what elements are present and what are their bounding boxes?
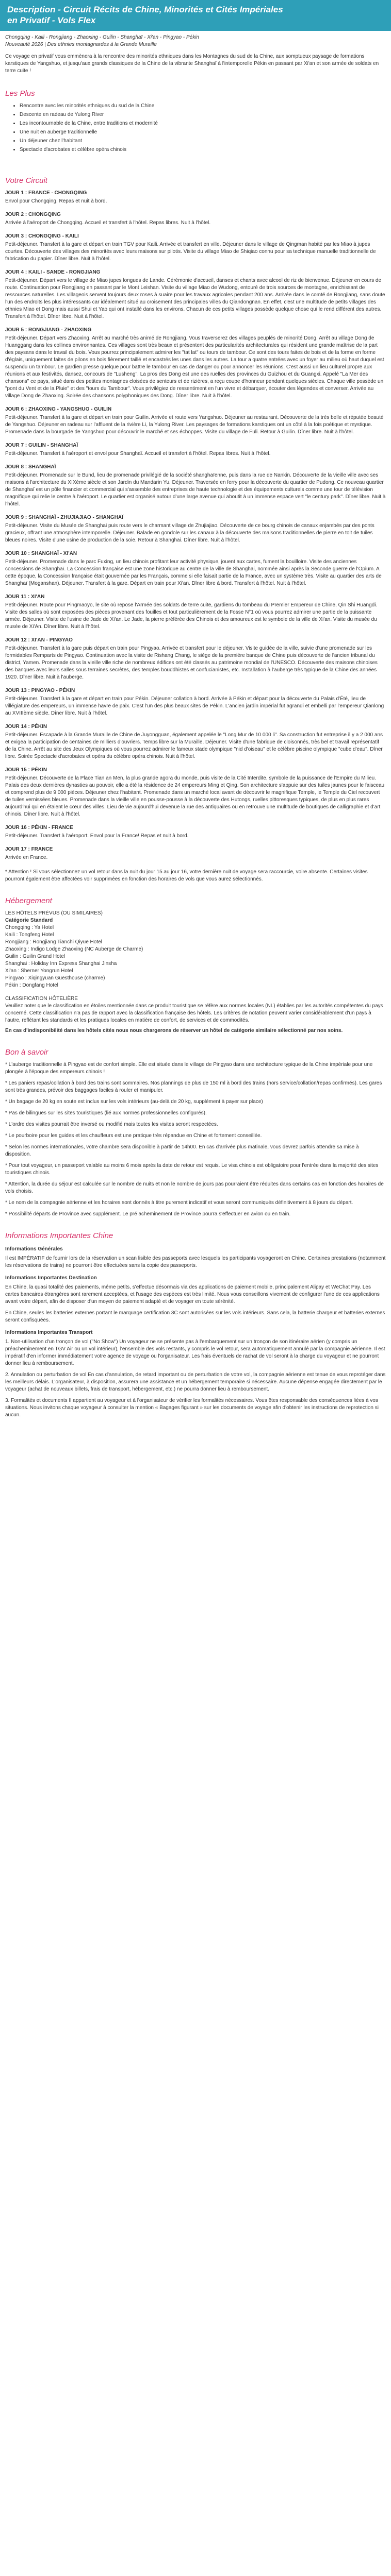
title-banner	[0, 0, 391, 31]
day-title: JOUR 15 : PÉKIN	[5, 767, 47, 773]
section-title-bon: Bon à savoir	[5, 1048, 48, 1057]
day-text: Petit-déjeuner. Route pour Pingmaoyo, le site où repose l'Armée des soldats de terre cuite, gardiens du tombeau du Premier Empereur de Chine, Qin Shi Huangdi. Visite des salles où sont exposées des pièces provenant des fouilles et tout particulièrement de la Fosse N°1 où vous pourrez admirer une partie de la puissante armée. Déjeuner. Visite de l'usine de Jade de Xi'an. Le Jade, la pierre préférée des Chinois et des amoureux est le symbole de la ville de Xi'an. Visite du musée du musée de Xi'An. Dîner libre. Nuit à l'hôtel.	[5, 602, 378, 630]
info-text: 3. Formalités et documents Il appartient au voyageur et à l'organisateur de vérifier les formalités nécessaires. Vous êtes responsable des conséquences liées à vos situations. Nous invitons chaque voyageur à consulter la mention « Bagages figurant » sur les documents de voyage afin d'obtenir les instructions de reprotection si aucun.	[5, 1398, 379, 1418]
day-title: JOUR 17 : FRANCE	[5, 846, 53, 852]
plus-item: • Descente en radeau de Yulong River	[20, 111, 386, 118]
info-head: Informations Importantes Destination	[5, 1275, 97, 1281]
day-title: JOUR 2 : CHONGQING	[5, 212, 61, 217]
day-block	[5, 442, 386, 457]
day-block	[5, 211, 386, 227]
day-title: JOUR 4 : KAILI - SANDE - RONGJIANG	[5, 269, 101, 275]
hotel-item: Zhaoxing : Indigo Lodge Zhaoxing (NC Auberge de Charme)	[5, 946, 143, 952]
day-block	[5, 723, 386, 760]
plus-item: • Spectacle d'acrobates et célèbre opéra chinois	[20, 146, 386, 154]
hotel-block	[5, 910, 386, 1035]
day-block	[5, 190, 386, 205]
day-text: Petit-déjeuner. Transfert à la gare puis départ en train pour Pingyao. Arrivée et transfert pour le déjeuner. Visite guidée de la ville, suivie d'une promenade sur les formidables Remparts de Pingyao. Continuation avec la visite de Rishang Chang, le siège de la première banque de Chine puis découverte de l'ancien tribunal du district, Yamen. Promenade dans la vieille ville riche de nombreux édifices ont été classés au patrimoine mondial de l'UNESCO. Découverte des maisons chinoises des banques avec leurs salles sous terraines secrètes, des temples bouddhistes et confucianistes, etc. Installation à l'auberge très typique de la Chine des années 1920. Dîner libre. Nuit à l'auberge.	[5, 646, 378, 680]
bon-item: * Possibilité départs de Province avec supplément. Le pré acheminement de Province pourra s'effectuer en avion ou en train.	[5, 1211, 291, 1217]
day-block	[5, 687, 386, 717]
hotels-head: LES HÔTELS PRÉVUS (OU SIMILAIRES)	[5, 910, 103, 916]
bon-item: * Pour tout voyageur, un passeport valable au moins 6 mois après la date de retour est requis. Le visa chinois est obligatoire pour l'entrée dans la majorité des sites touristiques chinois.	[5, 1163, 379, 1176]
route-line: Chongqing - Kaili - Rongjiang - Zhaoxing - Guilin - Shanghaï - Xi'an - Pingyao - Pékin	[5, 35, 199, 40]
section-title-infos: Informations Importantes Chine	[5, 1231, 113, 1240]
hotel-item: Pingyao : Xiqingyuan Guesthouse (charme)	[5, 975, 105, 981]
day-text: Petit-déjeuner. Découverte de la Place Tian an Men, la plus grande agora du monde, puis visite de la Cité Interdite, symbole de la puissance de l'Empire du Milieu. Palais des deux dernières dynasties au pouvoir, elle a été la résidence de 24 empereurs Ming et Qing. Son architecture s'appuie sur des tuiles jaunes pour le faisceau et comprend plus de 9 000 pièces. Déjeuner chez l'habitant. Promenade dans un marché local avant de découvrir le magnifique Temple, le Temple du Ciel recouvert de tuiles vernissées bleues. Promenade dans la vieille ville en pousse-pousse à la découverte des Hutongs, ruelles pittoresques typiques, de plus en plus rares aujourd'hui qui en étaient le cœur des villes. Lieu de vie aujourd'hui devenue la rue des antiquaires ou en retrouve une multitude de boutiques de calligraphie et d'art chinois. Dîner libre. Nuit à l'hôtel.	[5, 775, 385, 817]
info-text: 2. Annulation ou perturbation de vol En cas d'annulation, de retard important ou de perturbation de votre vol, la compagnie aérienne est tenue de vous reprotéger dans les meilleurs délais. L'organisateur, à disposition, assurera une assistance et un hébergement temporaire si nécessaire. Aucune dépense engagée directement par le voyageur (achat de nouveaux billets, frais de transport, hébergement, etc.) ne pourra donner lieu à remboursement.	[5, 1372, 386, 1392]
info-text: Il est IMPÉRATIF de fournir lors de la réservation un scan lisible des passeports avec lesquels les participants voyageront en Chine. Certaines prestations (notamment les réservations de trains) ne pourront être effectuées sans la copie des passeports.	[5, 1256, 386, 1268]
tag-line: Nouveauté 2026 | Des ethnies montagnardes à la Grande Muraille	[5, 42, 157, 47]
hotel-item: Pékin : Dongfang Hotel	[5, 982, 58, 988]
day-text: Arrivée en France.	[5, 855, 48, 860]
hotel-list	[5, 924, 386, 989]
classification-text: Veuillez noter que le classification en étoiles mentionnée dans ce produit touristique se réfère aux normes locales (NL) établies par les autorités compétentes du pays concerné. Cette classification n'a pas de rapport avec la classification française des hôtels. Les critères de notation peuvent varier considérablement d'un pays à l'autre, reflétant les standards et les pratiques locales en matière de confort, de services et de commodités.	[5, 1003, 383, 1023]
day-text: Petit-déjeuner. Transfert à la gare et départ en train pour Guilin. Arrivée et route vers Yangshuo. Déjeuner au restaurant. Découverte de la très belle et réputée beauté de Yangshuo. Déjeuner en radeau sur l'affluent de la rivière Li, la Yulong River. Les paysages de formations karstiques ont un côté à la fois poétique et mystique. Promenade dans la bourgade de Yangshuo pour découvrir le marché et ses échoppes. Visite du village de Fuli. Retour à Guilin. Dîner libre. Nuit à l'hôtel.	[5, 415, 384, 435]
classification-head: CLASSIFICATION HÔTELIÈRE	[5, 996, 78, 1002]
hotel-item: Kaili : Tongfeng Hotel	[5, 932, 54, 938]
page-title-line-1: Description - Circuit Récits de Chine, Minorités et Cités Impériales	[7, 5, 283, 14]
itinerary	[5, 190, 386, 861]
day-title: JOUR 5 : RONGJIANG - ZHAOXING	[5, 327, 92, 333]
day-title: JOUR 1 : FRANCE - CHONGQING	[5, 190, 87, 196]
day-text: Petit-déjeuner. Transfert à l'aéroport. Envol pour la France! Repas et nuit à bord.	[5, 833, 189, 839]
hotel-item: Chongqing : Ya Hotel	[5, 925, 54, 930]
bon-list	[5, 1061, 386, 1218]
day-title: JOUR 12 : XI'AN - PINGYAO	[5, 637, 73, 643]
classification-warning: En cas d'indisponibilité dans les hôtels cités nous nous chargerons de réserver un hôtel de catégorie similaire sélectionné par nos soins.	[5, 1028, 343, 1033]
day-block	[5, 269, 386, 320]
day-text: Petit-déjeuner. Transfert à la gare et départ en train TGV pour Kaili. Arrivée et transfert en ville. Déjeuner dans le village de Qingman habité par les Miao à jupes courtes. Découverte des villages des minorités avec leurs maisons sur pilotis. Visite du village Miao de Shiqiao connu pour sa technique manuelle traditionnelle de fabrication du papier. Dîner libre. Nuit à l'hôtel.	[5, 242, 376, 262]
day-title: JOUR 14 : PÉKIN	[5, 724, 47, 730]
day-title: JOUR 6 : ZHAOXING - YANGSHUO - GUILIN	[5, 406, 112, 412]
day-text: Petit-déjeuner. Promenade sur le Bund, lieu de promenade privilégié de la société shanghaïenne, puis dans la rue de Nankin. Découverte de la vieille ville avec ses maisons à l'architecture du XIXème siècle et son Jardin du Mandarin Yu. Déjeuner. Traversée en ferry pour la découverte du quartier de Pudong. Ce nouveau quartier de Shanghaï est un pôle financier et commercial qui s'assemble des entreprises de haute technologie et des équipements culturels comme une tour de télévision magnifique qui relie le centre à l'aéroport. Le quartier est organisé autour d'une large avenue qui aboutit à un immense espace vert "le century park". Dîner libre. Nuit à l'hôtel.	[5, 472, 386, 507]
itinerary-note: * Attention ! Si vous sélectionnez un vol retour dans la nuit du jour 15 au jour 16, votre dernière nuit de voyage sera raccourcie, voire absente. Certaines visites pourront également être affectées voir supprimées en fonction des horaires de vols que vous aurez sélectionnés.	[5, 869, 368, 882]
info-text: En Chine, la quasi totalité des paiements, même petits, s'effectue désormais via des applications de paiement mobile, principalement Alipay et WeChat Pay. Les cartes bancaires étrangères sont rarement acceptées, et l'usage des espèces est très limité. Nous vous conseillons vivement de configurer l'une de ces applications avant votre départ, afin de disposer d'un moyen de paiement adapté et de voyager en toute sérénité.	[5, 1284, 380, 1304]
day-block	[5, 514, 386, 544]
day-block	[5, 327, 386, 400]
plus-item: • Les incontournable de la Chine, entre traditions et modernité	[20, 120, 386, 127]
bon-item: * Le pourboire pour les guides et les chauffeurs est une pratique très répandue en Chine et fortement conseillée.	[5, 1133, 262, 1139]
plus-list	[5, 103, 386, 154]
bon-item: * Les paniers repas/collation à bord des trains sont sommaires. Nos plannings de plus de 150 ml à bord des trains (hors service/collation/repas confirmés). Les gares sont très grandes, prévoir des baggages faciles à rouler et manipuler.	[5, 1080, 382, 1093]
bon-item: * Le nom de la compagnie aérienne et les horaires sont donnés à titre purement indicatif et vous seront communiqués définitivement à 8 jours du départ.	[5, 1200, 353, 1206]
day-block	[5, 233, 386, 263]
bon-item: * Selon les normes internationales, votre chambre sera disponible à partir de 14h00. En cas d'arrivée plus matinale, vous devrez parfois attendre sa mise à disposition.	[5, 1144, 359, 1157]
day-block	[5, 594, 386, 631]
day-block	[5, 846, 386, 861]
hotel-item: Rongjiang : Rongjiang Tianchi Qiyue Hotel	[5, 939, 102, 945]
bon-item: * Attention, la durée du séjour est calculée sur le nombre de nuits et non le nombre de jours pas pourraient être réduites dans certains cas en fonction des horaires de vols choisis.	[5, 1181, 384, 1194]
hotel-item: Xi'an : Sherner Yongrun Hotel	[5, 968, 73, 974]
day-text: Petit-déjeuner. Escapade à la Grande Muraille de Chine de Juyongguan, également appelée le "Long Mur de 10 000 li". Sa construction fut entreprise il y a 2 000 ans et exigea la participation de centaines de milliers d'ouvriers. Temps libre sur la Muraille. Déjeuner. Visite d'une fabrique de cloisonnés, très bel et travail représentatif de la Chine. Arrêt au site des Jeux Olympiques où vous pourrez admirer le fameux stade olympique "nid d'oiseau" et le célèbre piscine olympique "cube d'eau". Dîner libre. Soirée Spectacle d'acrobates et opéra du célèbre opéra chinois. Nuit à l'hôtel.	[5, 732, 383, 759]
info-text: En Chine, seules les batteries externes portant le marquage certification 3C sont autorisées sur les vols intérieurs. Sans cela, la batterie chargeur et batteries externes seront confisquées.	[5, 1310, 385, 1323]
bon-item: * L'auberge traditionnelle à Pingyao est de confort simple. Elle est située dans le village de Pingyao dans une architecture typique de la Chine impériale pour une plongée à l'époque des empereurs chinois !	[5, 1062, 373, 1075]
day-text: Petit-déjeuner. Transfert à l'aéroport et envol pour Shanghaï. Accueil et transfert à l'hôtel. Repas libres. Nuit à l'hôtel.	[5, 451, 271, 456]
section-title-plus: Les Plus	[5, 89, 35, 98]
day-text: Petit-déjeuner. Transfert à la gare et départ en train pour Pékin. Déjeuner collation à bord. Arrivée à Pékin et départ pour la découverte du Palais d'Été, lieu de villégiature des empereurs, un immense havre de paix. C'est l'un des plus beaux sites de Pékin. L'ancien jardin impérial fut agrandi et embelli par l'empereur Qianlong au XVIIIème siècle. Dîner libre. Nuit à l'hôtel.	[5, 696, 384, 716]
day-title: JOUR 11 : XI'AN	[5, 594, 45, 600]
hotel-item: Shanghai : Holiday Inn Express Shanghai Jinsha	[5, 961, 117, 967]
day-block	[5, 464, 386, 508]
info-head: Informations Générales	[5, 1246, 63, 1252]
day-text: Petit-déjeuner. Visite du Musée de Shanghai puis route vers le charmant village de Zhujiajiao. Découverte de ce bourg chinois de canaux enjambés par des ponts gracieux, offrant une atmosphère intemporelle. Déjeuner. Balade en gondole sur les canaux à la découverte des maisons traditionnelles de pierre en toit de tuiles bleues noires. Visite d'une usine de production de la soie. Retour à Shanghai. Dîner libre. Nuit à l'hôtel.	[5, 523, 374, 543]
intro-text: Ce voyage en privatif vous emmènera à la rencontre des minorités ethniques dans les Montagnes du sud de la Chine, aux somptueux paysage de formations karstiques de Yangshuo, et jusqu'aux grands classiques de la Chine de la vibrante Shanghaï à l'intemporelle Pékin en passant par Xi'an et son armée de soldats en terre cuite !	[5, 54, 379, 74]
day-block	[5, 550, 386, 587]
section-title-hebergement: Hébergement	[5, 896, 52, 905]
page-title-line-2: en Privatif - Vols Flex	[7, 15, 96, 25]
day-text: Arrivée à l'aéroport de Chongqing. Accueil et transfert à l'hôtel. Repas libres. Nuit à l'hôtel.	[5, 220, 211, 226]
day-text: Petit-déjeuner. Départ vers Zhaoxing. Arrêt au marché très animé de Rongjiang. Vous traverserez des villages peuplés de minorité Dong. Arrêt au village Dong de Huanggang dans les collines environnantes. Ces villages sont très beaux et présentent des particularités architecturales qui résident une grande maîtrise de la part des paysans dans le travail du bois. Vous pourrez principalement admirer les "tat lat" ou tours de tambour. Ce sont des tours faites de bois et de la forme en forme d'églais, uniquement faites de pilons en bois fièrement taillé et encastrés les unes dans les autres. La tour a quatre entrées avec un foyer au milieu où haut duquel est suspendu un tambour. Le gardien presse quelque pour battre le tambour en cas de danger ou pour annoncer les réunions. C'est aussi un lieu culturel propre aux réunions et aux festivités, dansez, concours de "Lusheng". La pros des Dong est une des ruelles des provinces du Guizhou et du Guangxi. Appelé "La Mer des chansons" ce pays, situé dans des petites montagnes cloisées de senteurs et de rizières, a reçu coupe d'honneur pendant quelques siècles. Chaque ville possède un "pont du Vent et de la Pluie" et des "tours du Tambour". Vous privilégiez de ressentiment en l'un vivre et débarquer, écouter des légendes et converser. Arrivée au village Dong de Zhaoxing. Soirée des chansons polyphoniques des Dong. Dîner libre. Nuit à l'hôtel.	[5, 335, 384, 399]
info-text: 1. Non-utilisation d'un tronçon de vol ("No Show") Un voyageur ne se présente pas à l'embarquement sur un tronçon de son itinéraire aérien (y compris un préacheminement en TGV Air ou un vol intérieur), l'ensemble des vols restants, y compris le vol retour, sera automatiquement annulé par la compagnie aérienne. Il est impératif d'en informer immédiatement votre agence de voyage ou l'organisateur. Les frais éventuels de rachat de vol seront à la charge du voyageur et ne pourront donner lieu à remboursement.	[5, 1339, 385, 1366]
day-block	[5, 767, 386, 818]
hotel-item: Guilin : Guilin Grand Hotel	[5, 954, 66, 959]
infos-list	[5, 1246, 386, 1419]
plus-item: • Un déjeuner chez l'habitant	[20, 138, 386, 145]
day-block	[5, 824, 386, 840]
section-title-circuit: Votre Circuit	[5, 176, 47, 185]
plus-item: • Rencontre avec les minorités ethniques du sud de la Chine	[20, 103, 386, 110]
day-block	[5, 637, 386, 681]
bon-item: * Pas de bilingues sur les sites touristiques (lié aux normes professionnelles configurés).	[5, 1110, 207, 1116]
day-title: JOUR 16 : PÉKIN - FRANCE	[5, 825, 73, 831]
bon-item: * L'ordre des visites pourrait être inversé ou modifié mais toutes les visites seront respectées.	[5, 1122, 218, 1127]
bon-item: * Un bagage de 20 kg en soute est inclus sur les vols intérieurs (au-delà de 20 kg, supplément à payer sur place)	[5, 1099, 263, 1105]
day-text: Petit-déjeuner. Promenade dans le parc Fuxing, un lieu chinois profitant leur activité physique, jouent aux cartes, fument la bouilloire. Visite des anciennes concessions de Shanghaï. La Concession française est une zone historique au centre de la ville de Shanghai, nommée ainsi après la Seconde guerre de l'Opium. A cette époque, la Concession française était gouvernée par les Français, comme si elle faisait partie de la France, avec un système très. Visite au quartier des arts de Shanghaï (Moganshan). Déjeuner. Transfert à la gare. Départ en train pour Xi'an. Dîner libre à bord. Transfert à l'hôtel. Nuit à l'hôtel.	[5, 559, 382, 586]
day-title: JOUR 13 : PINGYAO - PÉKIN	[5, 688, 75, 693]
day-title: JOUR 7 : GUILIN - SHANGHAÏ	[5, 443, 78, 448]
day-title: JOUR 10 : SHANGHAÏ - XI'AN	[5, 551, 77, 556]
day-block	[5, 406, 386, 436]
info-head: Informations Importantes Transport	[5, 1330, 93, 1335]
day-title: JOUR 3 : CHONGQING - KAILI	[5, 233, 79, 239]
day-title: JOUR 9 : SHANGHAÏ - ZHUJIAJIAO - SHANGHAÏ	[5, 515, 123, 520]
day-text: Envol pour Chongqing. Repas et nuit à bord.	[5, 198, 107, 204]
plus-item: • Une nuit en auberge traditionnelle	[20, 129, 386, 136]
day-title: JOUR 8 : SHANGHAÏ	[5, 464, 56, 470]
day-text: Petit-déjeuner. Départ vers le village de Miao jupes longues de Lande. Cérémonie d'accueil, danses et chants avec alcool de riz de bienvenue. Déjeuner en cours de route. Continuation pour Rongjiang en passant par le Mont Leishan. Visite du village Miao de Wudong, entouré de trois sources de montagne, enrichissant de ressources naturelles. Les villageois servent toujours deux roses à suaire pour les travaux agricoles pendant 200 ans. Arrivée dans le comté de Rongjiang, sans doute l'un des endroits les plus intéressants car idéalement situé au croisement des principales villes du Qiandongnan. En effet, c'est une multitude de petits villages des ethnies Miao et Dong mais aussi Shui et Yao qui ont installé dans les environs. Chacun de ces petits villages possède quelque chose qui le rend différent des autres. Transfert à l'hôtel. Dîner libre. Nuit à l'hôtel.	[5, 278, 385, 319]
hotel-category: Catégorie Standard	[5, 918, 53, 923]
